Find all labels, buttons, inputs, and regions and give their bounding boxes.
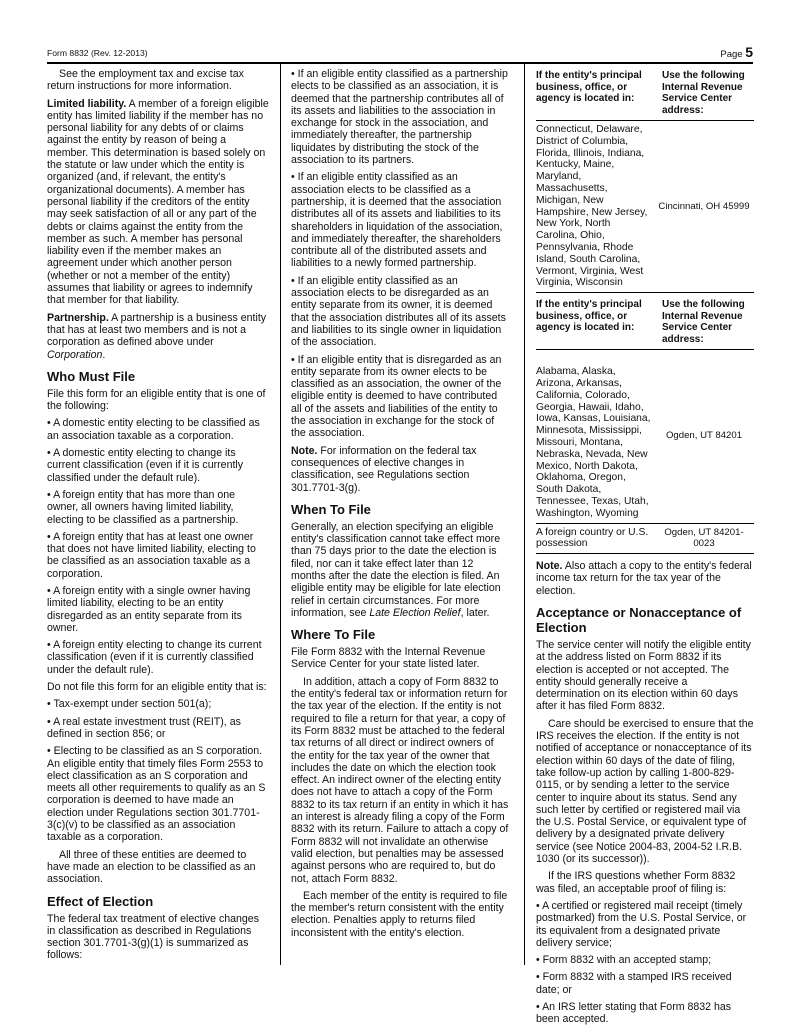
column-1 bbox=[47, 68, 269, 967]
cross-reference: Late Election Relief bbox=[369, 606, 461, 619]
section-heading-who-must-file: Who Must File bbox=[47, 368, 136, 384]
note-label: Note. bbox=[291, 444, 318, 457]
list-item: • If an eligible entity classified as a partnership elects to be classified as an association, it is deemed that the partnership contributes all of its assets and liabilities to the association in exchange for stock in the association, and immediately thereafter, the partnership liquidates by distributing the stock of the association to its partners. bbox=[291, 68, 508, 167]
paragraph: The federal tax treatment of elective changes in classification as described in Regulations section 301.7701-3(g)(1) is summarized as follows: bbox=[47, 912, 259, 962]
paragraph: Do not file this form for an eligible entity that is: bbox=[47, 681, 267, 694]
table-cell-states: Connecticut, Delaware, District of Columbia, Florida, Illinois, Indiana, Kentucky, Maine, Maryland, Massachusetts, Michigan, New Hampshire, New Jersey, New York, North Carolina, Ohio, Pennsylvania, Rhode Island, South Carolina, Vermont, Virginia, West Virginia, Wisconsin bbox=[536, 121, 654, 293]
list-item: • A foreign entity with a single owner having limited liability, electing to be an entity disregarded as an entity separate from its owner. bbox=[47, 584, 251, 634]
table-header-center: Use the following Internal Revenue Service Center address: bbox=[654, 68, 754, 121]
page-indicator bbox=[720, 44, 753, 60]
term-heading: Partnership. bbox=[47, 311, 109, 324]
note-paragraph bbox=[291, 445, 509, 494]
list-item: • A foreign entity that has at least one owner that does not have limited liability, electing to be classified as an association taxable as a corporation. bbox=[47, 530, 256, 580]
table-cell-center: Ogden, UT 84201-0023 bbox=[654, 523, 754, 554]
page-header bbox=[47, 42, 753, 64]
column-3 bbox=[536, 68, 754, 1031]
paragraph: File this form for an eligible entity that is one of the following: bbox=[47, 387, 266, 413]
paragraph: See the employment tax and excise tax return instructions for more information. bbox=[47, 68, 244, 93]
list-item: • If an eligible entity classified as an association elects to be disregarded as an entity separate from its owner, it is deemed that the association distributes all of its assets and liabilities to its single owner in liquidation of the association. bbox=[291, 274, 506, 349]
term-text: A partnership is a business entity that has at least two members and is not a corporation as defined above under bbox=[47, 311, 267, 349]
table-row bbox=[536, 350, 754, 523]
term-heading: Limited liability. bbox=[47, 97, 127, 110]
term-text: A member of a foreign eligible entity has limited liability if the member has no personal liability for any debts of or claims against the entity by reason of being a member. This determination is based solely on the statute or law under which the entity is organized (and, if relevant, the entity's organizational documents). A member has personal liability if the creditors of the entity may seek satisfaction of all or any part of the debts or claims against the entity from the member as such. A member has personal liability even if the member makes an agreement under which another person (whether or not a member of the entity) assumes that liability or agrees to indemnify that member for that liability. bbox=[47, 97, 269, 307]
paragraph-limited-liability bbox=[47, 98, 269, 307]
paragraph: File Form 8832 with the Internal Revenue Service Center for your state listed later. bbox=[291, 646, 486, 671]
table-header-row bbox=[536, 68, 754, 121]
cross-reference: Corporation bbox=[47, 348, 103, 361]
section-heading-effect-of-election: Effect of Election bbox=[47, 893, 154, 909]
paragraph-partnership bbox=[47, 312, 269, 361]
column-2 bbox=[291, 68, 509, 944]
list-item: • An IRS letter stating that Form 8832 has been accepted. bbox=[536, 1001, 732, 1026]
term-text: . bbox=[102, 348, 106, 361]
note-paragraph bbox=[536, 560, 754, 597]
table-header-location: If the entity's principal business, office, or agency is located in: bbox=[536, 68, 654, 121]
list-item: • Form 8832 with a stamped IRS received date; or bbox=[536, 971, 732, 996]
paragraph-text: , later. bbox=[460, 606, 490, 619]
table-header-center: Use the following Internal Revenue Service Center address: bbox=[654, 293, 754, 350]
list-item: • A certified or registered mail receipt (timely postmarked) from the U.S. Postal Service, or its equivalent from a designated private delivery service; bbox=[536, 899, 747, 949]
paragraph: The service center will notify the eligible entity at the address listed on Form 8832 if its election is accepted or not accepted. The entity should generally receive a determination on its election within 60 days after it has filed Form 8832. bbox=[536, 639, 751, 713]
column-divider-2 bbox=[524, 64, 525, 965]
paragraph: In addition, attach a copy of Form 8832 to the entity's federal tax or information return for the tax year of the election. If the entity is not required to file a return for that year, a copy of its Form 8832 must be attached to the federal tax returns of all direct or indirect owners of the entity for the tax year of the owner that includes the date on which the election took effect. An indirect owner of the electing entity does not have to attach a copy of the Form 8832 to its tax return if an entity in which it has an interest is already filing a copy of the Form 8832 with its return. Failure to attach a copy of Form 8832 will not invalidate an otherwise valid election, but penalties may be assessed against persons who are required to, but do not, attach Form 8832. bbox=[291, 675, 509, 885]
page-word: Page bbox=[720, 49, 743, 60]
list-item: • Tax-exempt under section 501(a); bbox=[47, 698, 212, 711]
list-item: • Electing to be classified as an S corporation. An eligible entity that timely files Form 2553 to elect classification as an S corporation and meets all other requirements to qualify as an S corporation is deemed to have made an election under Regulations section 301.7701-3(c)(v) to be classified as an association taxable as a corporation. bbox=[47, 745, 266, 844]
table-cell-states: A foreign country or U.S. possession bbox=[536, 523, 654, 554]
column-divider-1 bbox=[280, 64, 281, 965]
list-item: • A domestic entity electing to change its current classification (even if it is currently classified under the default rule). bbox=[47, 447, 244, 484]
page-number: 5 bbox=[745, 44, 753, 60]
note-label: Note. bbox=[536, 560, 563, 573]
list-item: • If an eligible entity classified as an association elects to be classified as a partnership, it is deemed that the association distributes all of its assets and liabilities to its shareholders in liquidation of the association, and immediately thereafter, the shareholders contribute all of the distributed assets and liabilities to a newly formed partnership. bbox=[291, 171, 503, 270]
paragraph: All three of these entities are deemed to have made an election to be classified as an association. bbox=[47, 848, 256, 886]
paragraph: Each member of the entity is required to file the member's return consistent with the entity election. Penalties apply to returns filed inconsistent with the entity's election. bbox=[291, 889, 508, 939]
section-heading-where-to-file: Where To File bbox=[291, 627, 376, 643]
list-item: • A foreign entity that has more than one owner, all owners having limited liability, electing to be classified as a partnership. bbox=[47, 488, 239, 526]
table-cell-center: Ogden, UT 84201 bbox=[654, 350, 754, 523]
form-label: Form 8832 (Rev. 12-2013) bbox=[47, 48, 148, 58]
list-item: • If an eligible entity that is disregarded as an entity separate from its owner elects to be classified as an association, the owner of the eligible entity is deemed to have contributed all of the assets and liabilities of the entity to the association in exchange for the stock of the association. bbox=[291, 353, 502, 440]
table-row bbox=[536, 523, 754, 554]
list-item: • A domestic entity electing to be classified as an association taxable as a corporation. bbox=[47, 417, 260, 442]
section-heading-when-to-file: When To File bbox=[291, 501, 371, 517]
list-item: • A foreign entity electing to change its current classification (even if it is currently classified under the default rule). bbox=[47, 639, 262, 676]
paragraph-when-to-file bbox=[291, 521, 509, 619]
section-heading-acceptance: Acceptance or Nonacceptance of Election bbox=[536, 605, 742, 635]
list-item: • Form 8832 with an accepted stamp; bbox=[536, 954, 712, 967]
note-text: Also attach a copy to the entity's federal income tax return for the tax year of the election. bbox=[536, 560, 752, 597]
note-text: For information on the federal tax consequences of elective changes in classification, see Regulations section 301.7701-3(g). bbox=[291, 444, 477, 494]
service-center-table bbox=[536, 68, 754, 554]
table-row bbox=[536, 121, 754, 293]
table-header-location: If the entity's principal business, office, or agency is located in: bbox=[536, 293, 654, 350]
paragraph: If the IRS questions whether Form 8832 was filed, an acceptable proof of filing is: bbox=[536, 870, 736, 895]
table-cell-states: Alabama, Alaska, Arizona, Arkansas, California, Colorado, Georgia, Hawaii, Idaho, Iowa, Kansas, Louisiana, Minnesota, Mississippi, Missouri, Montana, Nebraska, Nevada, New Mexico, North Dakota, Oklahoma, Oregon, South Dakota, Tennessee, Texas, Utah, Washington, Wyoming bbox=[536, 350, 654, 523]
paragraph-text: Generally, an election specifying an eligible entity's classification cannot take effect more than 75 days prior to the date the election is filed, nor can it take effect later than 12 months after the date the election is filed. An eligible entity may be eligible for late election relief in certain circumstances. For more information, see bbox=[291, 520, 501, 619]
table-header-row bbox=[536, 293, 754, 350]
paragraph: Care should be exercised to ensure that the IRS receives the election. If the entity is not notified of acceptance or nonacceptance of its election within 60 days of the date of filing, take follow-up action by calling 1-800-829-0115, or by sending a letter to the service center to inquire about its status. Send any such letter by certified or registered mail via the U.S. Postal Service, or equivalent type of delivery by a designated private delivery service (see Notice 2004-83, 2004-52 I.R.B. 1030 (or its successor)). bbox=[536, 717, 754, 866]
table-cell-center: Cincinnati, OH 45999 bbox=[654, 121, 754, 293]
list-item: • A real estate investment trust (REIT), as defined in section 856; or bbox=[47, 715, 241, 740]
